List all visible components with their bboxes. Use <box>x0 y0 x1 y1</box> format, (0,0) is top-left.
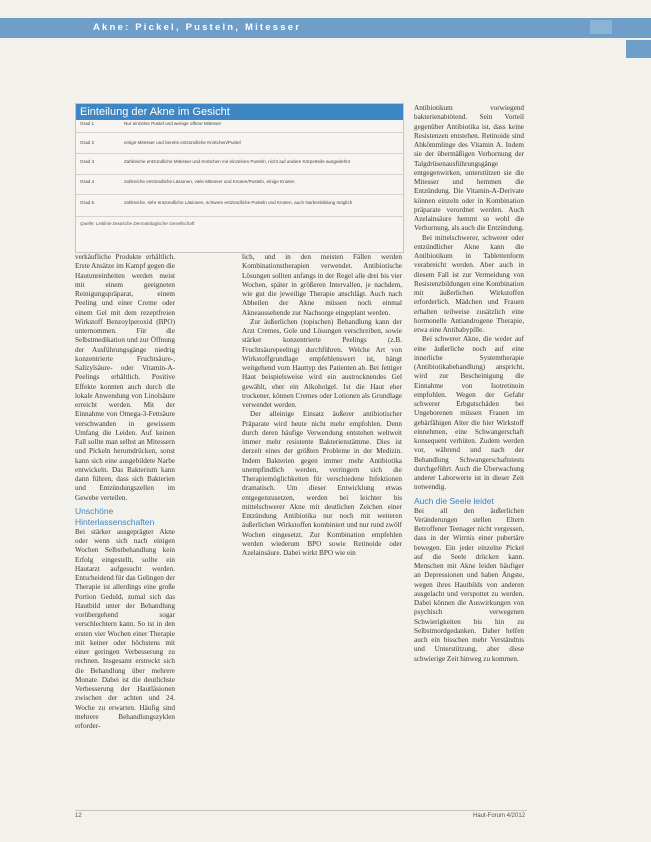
header-accent-tab <box>590 20 612 34</box>
page-number: 12 <box>75 813 82 819</box>
grade-description: Zahlreiche entzündliche Mitesser und Knötchen mit einzelnen Pusteln, nicht auf andere Körperteile ausgedehnt <box>124 159 350 164</box>
edge-marker <box>626 40 651 58</box>
grade-description: einige Mitesser und bereits entzündliche Knötchen/Pustel <box>124 140 241 145</box>
paragraph: Bei all den äußerlichen Veränderungen stellen Eltern Betroffener Teenager nicht vergessen, dass in der Wirrnis einer pubertäre bewegen. Ein jeder einzelne Pickel auf die Seele drücken kann. Menschen mit Akne leiden häufiger an Depressionen und haben Ängste, wegen ihres Hautbilds von anderen ausgelacht und verspottet zu werden. Dabei können die Auswirkungen von psychisch verwegenen Schwierigkeiten bis hin zu Selbstmordgedanken. Daher helfen auch ein bisschen mehr Verständnis und Unterstützung, aber diese schwierige Zeit hinweg zu kommen. <box>414 506 524 663</box>
paragraph: Bei stärker ausgeprägter Akne oder wenn sich nach einigen Wochen Selbstbehandlung kein Erfolg eingestellt, sollte ein Hautarzt aufgesucht werden. Entscheidend für das Gelingen der Therapie ist allerdings eine große Portion Geduld, zumal sich das Hautbild unter der Behandlung vorübergehend sogar verschlechtern kann. So ist in den ersten vier Wochen einer Therapie mit keiner oder höchstens mit einer geringen Verbesserung zu rechnen. Insgesamt erstreckt sich die Behandlung über mehrere Monate. Dabei ist die deutlichste Verbesserung der Hautläsionen zwischen der achten und 24. Woche zu erwarten. Häufig sind mehrere Behandlungszyklen erforder- <box>75 527 175 730</box>
grade-label: Grad 4 <box>80 179 95 184</box>
grade-label: Grad 5 <box>80 200 95 205</box>
row-divider <box>76 194 403 195</box>
row-divider <box>76 132 403 133</box>
grading-table-title: Einteilung der Akne im Gesicht <box>76 104 403 120</box>
grade-description: zahlreiche, sehr entzündliche Läsionen, schwere entzündliche Pusteln und Knoten, auch Narbenbildung möglich <box>124 200 353 205</box>
grading-table-box <box>75 103 404 253</box>
running-header: Akne: Pickel, Pusteln, Mitesser <box>93 22 302 33</box>
grading-table-source: Quelle: Leitlinie Deutsche Dermatologische Gesellschaft <box>80 221 195 226</box>
row-divider <box>76 216 403 217</box>
journal-name: Haut-Forum 4/2012 <box>473 813 526 819</box>
row-divider <box>76 153 403 154</box>
grade-description: zahlreiche entzündliche Läsionen, viele Mitesser und Knoten/Pusteln, einige Knoten <box>124 179 295 184</box>
grade-label: Grad 1 <box>80 121 95 126</box>
paragraph: Zur äußerlichen (topischen) Behandlung kann der Arzt Cremes, Gele und Lösungen verschreiben, sowie stärker konzentrierte Peelings (z.B. Fruchtsäurepeeling) durchführen. Welche Art von Wirkstoffgrundlage empfehlenswert ist, hängt weitgehend vom Hauttyp des Patienten ab. Bei fettiger Haut beispielsweise wird ein austrocknendes Gel gewählt, eher ein Alkoholgel. Ist die Haut eher trockener, können Cremes oder Lotionen als Grundlage verwendet werden. <box>242 317 402 409</box>
grade-label: Grad 2 <box>80 140 95 145</box>
subheading: Auch die Seele leidet <box>414 495 494 506</box>
paragraph: lich, und in den meisten Fällen werden Kombinationstherapien verwendet. Antibiotische Lösungen sollten anfangs in der Regel alle drei bis vier Wochen, später in größeren Intervallen, je nachdem, wie gut die jeweilige Therapie anschlägt. Auch nach Abheilen der Akne müssen noch einmal Akneaussehende zur Nachsorge eingeplant werden. <box>242 253 402 317</box>
row-divider <box>76 174 403 175</box>
grade-label: Grad 3 <box>80 159 95 164</box>
article-column-3 <box>414 104 524 664</box>
grade-description: Nur einzelne Pustel und wenige offene Mitesser <box>124 121 222 126</box>
article-column-1 <box>75 253 175 731</box>
paragraph: Bei schwerer Akne, die weder auf eine äußerliche noch auf eine innerliche Systemtherapie (Antibiotikabehandlung) anspricht, wird zur Bescheinigung die Einnahme von Isotretinoin empfohlen. Wegen der Gefahr schwerer Erbgutschäden bei Ungeborenen müssen Frauen im gebärfähigen Alter die hier Wirkstoff einnehmen, eine Schwangerschaft konsequent verhüten. Zudem werden vor, während und nach der Behandlung Schwangerschaftstests durchgeführt. Auch die Überwachung anderer Laborwerte ist in dieser Zeit notwendig. <box>414 335 524 492</box>
subheading: Unschöne Hinterlassenschaften <box>75 505 155 527</box>
paragraph: Bei mittelschwerer, schwerer oder entzündlicher Akne kann die Antibiotikum in Tablettenform verabreicht werden. Aber auch in diesem Fall ist zur Vermeidung von Resistenzbildungen eine Kombination mit äußerlichen Wirkstoffen erforderlich. Mädchen und Frauen erhalten teilweise zusätzlich eine hormonelle Antiandrogene Therapie, etwa eine Antibabypille. <box>414 233 524 334</box>
article-column-2 <box>242 253 402 558</box>
footer-rule <box>75 810 527 811</box>
paragraph: verkäufliche Produkte erhältlich. Erste Ansätze im Kampf gegen die Hautunreinheiten werden meist mit einem geeigneten Reinigungspräparat, einem Peeling und einer Creme oder einem Gel mit dem rezeptfreien Wirkstoff Benzoylperoxid (BPO) unternommen. Für die Selbstmedikation und zur Öffnung der Ausführungsgänge niedrig konzentrierte Fruchtsäure-, Salizylsäure- oder Vitamin-A-Peelings erhältlich. Positive Effekte konnten auch durch die lokale Anwendung von Linolsäure erreicht werden. Mit der Einnahme von Omega-3-Fettsäure verschwanden in gewissem Umfang die Leiden. Auf keinen Fall sollte man selbst an Mitessern und Pickeln herumdrücken, sonst kann sich eine ausgebildete Narbe entwickeln. Das Bakterium kann dann führen, dass sich Bakterien und Entzündungszellen im Gewebe verteilen. <box>75 253 175 502</box>
paragraph: Antibiotikum vorwiegend bakterienabtötend. Sein Vorteil gegenüber Antibiotika ist, dass keine Resistenzen entstehen. Retinoide sind Abkömmlinge des Vitamin A. Indem sie der übermäßigen Verhornung der Talgdrüsenausführungsgänge entgegenwirken, unterstützen sie die Mitesser und hemmen die Entzündung. Die Vitamin-A-Derivate können einzeln oder in Kombination präparate verordnet werden. Auch Azelainsäure hemmt so wohl die Verhornung, als auch die Entzündung. <box>414 104 524 233</box>
paragraph: Der alleinige Einsatz äußerer antibiotischer Präparate wird heute nicht mehr empfohlen. Denn durch deren häufige Verwendung entstehen weltweit immer mehr resistente Bakterienstämme. Dies ist derzeit eines der größten Probleme in der Medizin. Indem Bakterien gegen immer mehr Antibiotika unempfindlich werden, verringern sich die Therapiemöglichkeiten für verschiedene Infektionen dramatisch. Um dieser Entwicklung etwas entgegenzusetzen, werden bei leichter bis mittelschwerer Akne mit deutlichen Zeichen einer Entzündung Antibiotika nur noch mit weiteren äußerlichen Wirkstoffen kombiniert und nur rund zwölf Wochen eingesetzt. Zur Kombination empfehlen werden wiederum BPO sowie Retinoide oder Azelainsäure. Dabei wirkt BPO wie ein <box>242 410 402 557</box>
